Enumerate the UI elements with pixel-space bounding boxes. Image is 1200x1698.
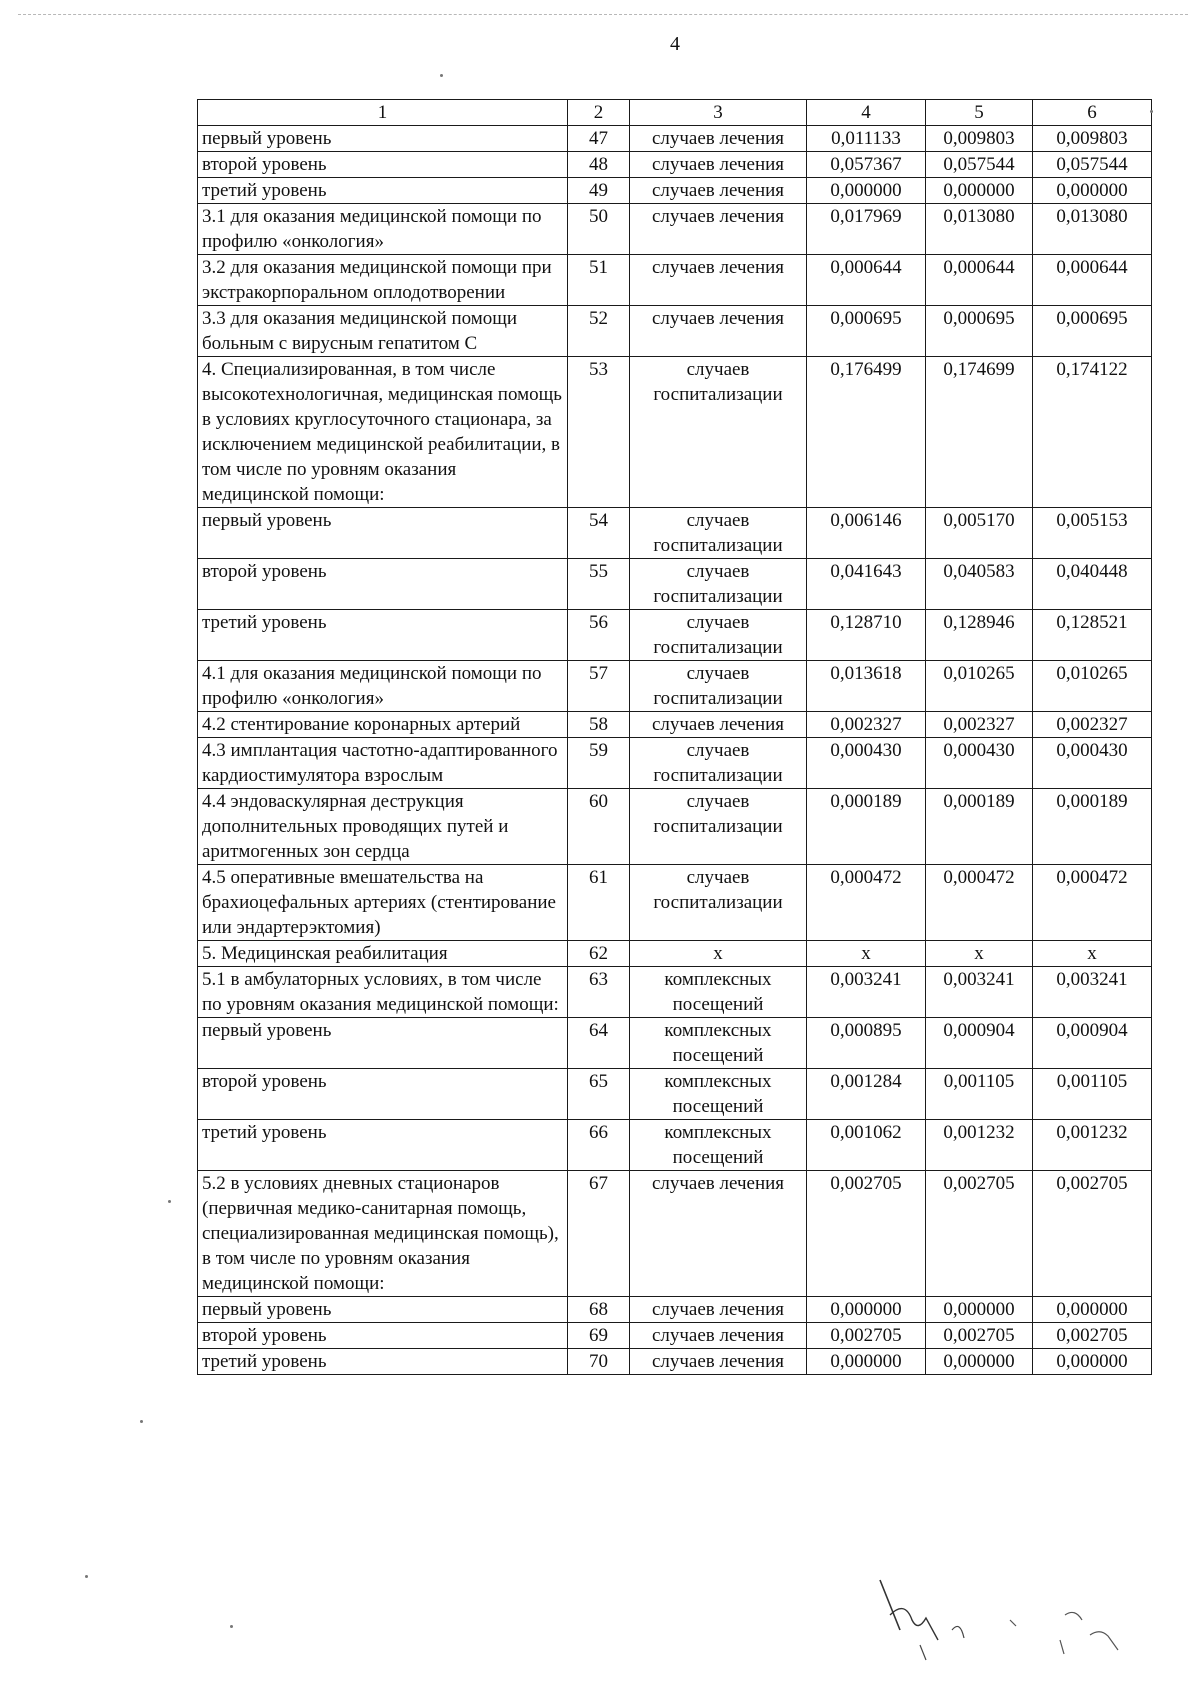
value-col-4-cell: 0,001284 [807,1069,926,1120]
value-col-5-cell: 0,002705 [926,1171,1033,1297]
value-col-4-cell: 0,000695 [807,306,926,357]
value-col-6-cell: 0,000904 [1033,1018,1152,1069]
value-col-6-cell: 0,000430 [1033,738,1152,789]
value-col-6-cell: 0,057544 [1033,152,1152,178]
value-col-6-cell: 0,002327 [1033,712,1152,738]
scan-edge-line [18,14,1188,15]
row-number-cell: 62 [568,941,630,967]
row-name-cell: 5. Медицинская реабилитация [198,941,568,967]
value-col-6-cell: 0,003241 [1033,967,1152,1018]
row-number-cell: 48 [568,152,630,178]
unit-cell: комплексных посещений [630,1069,807,1120]
value-col-4-cell: 0,017969 [807,204,926,255]
unit-cell: случаев госпитализации [630,357,807,508]
row-name-cell: первый уровень [198,508,568,559]
unit-cell: случаев госпитализации [630,661,807,712]
value-col-5-cell: 0,005170 [926,508,1033,559]
value-col-5-cell: 0,000472 [926,865,1033,941]
table-row [198,204,1152,255]
header-col-6: 6 [1033,100,1152,126]
scan-speck [168,1200,171,1203]
value-col-4-cell: 0,000644 [807,255,926,306]
value-col-5-cell: 0,000000 [926,178,1033,204]
unit-cell: случаев лечения [630,152,807,178]
table-row [198,306,1152,357]
header-col-3: 3 [630,100,807,126]
table-row [198,1349,1152,1375]
unit-cell: случаев госпитализации [630,738,807,789]
unit-cell: случаев лечения [630,1171,807,1297]
value-col-4-cell: 0,006146 [807,508,926,559]
unit-cell: случаев лечения [630,712,807,738]
table-row [198,661,1152,712]
header-col-2: 2 [568,100,630,126]
header-col-4: 4 [807,100,926,126]
value-col-5-cell: 0,000000 [926,1349,1033,1375]
table-row [198,1018,1152,1069]
value-col-4-cell: 0,002327 [807,712,926,738]
row-name-cell: 3.1 для оказания медицинской помощи по профилю «онкология» [198,204,568,255]
table-row [198,712,1152,738]
value-col-6-cell: х [1033,941,1152,967]
value-col-4-cell: 0,002705 [807,1323,926,1349]
row-name-cell: 5.1 в амбулаторных условиях, в том числе по уровням оказания медицинской помощи: [198,967,568,1018]
row-number-cell: 55 [568,559,630,610]
unit-cell: комплексных посещений [630,967,807,1018]
row-number-cell: 70 [568,1349,630,1375]
value-col-5-cell: 0,000189 [926,789,1033,865]
value-col-5-cell: 0,057544 [926,152,1033,178]
table-body [198,126,1152,1375]
table-row [198,941,1152,967]
value-col-4-cell: х [807,941,926,967]
unit-cell: случаев госпитализации [630,559,807,610]
value-col-5-cell: 0,001105 [926,1069,1033,1120]
row-number-cell: 50 [568,204,630,255]
value-col-6-cell: 0,000000 [1033,1349,1152,1375]
row-name-cell: 4.2 стентирование коронарных артерий [198,712,568,738]
table-row [198,865,1152,941]
value-col-4-cell: 0,003241 [807,967,926,1018]
row-number-cell: 58 [568,712,630,738]
value-col-5-cell: 0,000644 [926,255,1033,306]
unit-cell: комплексных посещений [630,1120,807,1171]
row-name-cell: 3.2 для оказания медицинской помощи при экстракорпоральном оплодотворении [198,255,568,306]
value-col-5-cell: 0,009803 [926,126,1033,152]
value-col-4-cell: 0,041643 [807,559,926,610]
scan-speck [1150,110,1153,113]
row-number-cell: 52 [568,306,630,357]
row-name-cell: третий уровень [198,610,568,661]
table-row [198,1069,1152,1120]
value-col-5-cell: 0,010265 [926,661,1033,712]
value-col-4-cell: 0,176499 [807,357,926,508]
row-number-cell: 68 [568,1297,630,1323]
row-name-cell: второй уровень [198,1069,568,1120]
table-row [198,255,1152,306]
value-col-5-cell: 0,128946 [926,610,1033,661]
table-row [198,559,1152,610]
table-header [198,100,1152,126]
value-col-6-cell: 0,010265 [1033,661,1152,712]
scan-speck [230,1625,233,1628]
row-name-cell: первый уровень [198,126,568,152]
row-number-cell: 61 [568,865,630,941]
row-name-cell: 5.2 в условиях дневных стационаров (первичная медико-санитарная помощь, специализированная медицинская помощь), в том числе по уровням оказания медицинской помощи: [198,1171,568,1297]
value-col-6-cell: 0,000189 [1033,789,1152,865]
value-col-5-cell: 0,001232 [926,1120,1033,1171]
table-row [198,126,1152,152]
page-number: 4 [670,33,680,55]
row-number-cell: 69 [568,1323,630,1349]
value-col-4-cell: 0,000895 [807,1018,926,1069]
row-name-cell: 4.4 эндоваскулярная деструкция дополнительных проводящих путей и аритмогенных зон сердца [198,789,568,865]
value-col-4-cell: 0,001062 [807,1120,926,1171]
value-col-4-cell: 0,002705 [807,1171,926,1297]
value-col-4-cell: 0,000430 [807,738,926,789]
row-number-cell: 64 [568,1018,630,1069]
row-name-cell: второй уровень [198,152,568,178]
row-name-cell: второй уровень [198,559,568,610]
table-row [198,1171,1152,1297]
header-row [198,100,1152,126]
value-col-6-cell: 0,001105 [1033,1069,1152,1120]
value-col-4-cell: 0,000472 [807,865,926,941]
header-col-1: 1 [198,100,568,126]
unit-cell: случаев лечения [630,1349,807,1375]
value-col-6-cell: 0,174122 [1033,357,1152,508]
value-col-6-cell: 0,013080 [1033,204,1152,255]
unit-cell: х [630,941,807,967]
row-name-cell: 4.3 имплантация частотно-адаптированного кардиостимулятора взрослым [198,738,568,789]
value-col-4-cell: 0,000000 [807,1349,926,1375]
value-col-5-cell: 0,040583 [926,559,1033,610]
table-row [198,1297,1152,1323]
signature-mark [860,1560,1160,1690]
table-row [198,610,1152,661]
value-col-6-cell: 0,040448 [1033,559,1152,610]
row-name-cell: 4.5 оперативные вмешательства на брахиоцефальных артериях (стентирование или эндартерэктомия) [198,865,568,941]
unit-cell: случаев госпитализации [630,508,807,559]
row-number-cell: 60 [568,789,630,865]
unit-cell: случаев лечения [630,306,807,357]
value-col-5-cell: 0,000904 [926,1018,1033,1069]
row-number-cell: 65 [568,1069,630,1120]
unit-cell: случаев госпитализации [630,789,807,865]
unit-cell: случаев лечения [630,255,807,306]
unit-cell: случаев госпитализации [630,865,807,941]
unit-cell: комплексных посещений [630,1018,807,1069]
value-col-5-cell: 0,013080 [926,204,1033,255]
value-col-6-cell: 0,128521 [1033,610,1152,661]
unit-cell: случаев госпитализации [630,610,807,661]
row-name-cell: первый уровень [198,1018,568,1069]
table-row [198,357,1152,508]
value-col-6-cell: 0,000644 [1033,255,1152,306]
unit-cell: случаев лечения [630,1297,807,1323]
indicators-table [197,99,1152,1375]
value-col-4-cell: 0,013618 [807,661,926,712]
row-number-cell: 63 [568,967,630,1018]
value-col-5-cell: 0,000695 [926,306,1033,357]
row-number-cell: 49 [568,178,630,204]
row-name-cell: третий уровень [198,178,568,204]
value-col-5-cell: 0,002327 [926,712,1033,738]
unit-cell: случаев лечения [630,126,807,152]
row-name-cell: 4. Специализированная, в том числе высокотехнологичная, медицинская помощь в условиях круглосуточного стационара, за исключением медицинской реабилитации, в том числе по уровням оказания медицинской помощи: [198,357,568,508]
value-col-5-cell: 0,002705 [926,1323,1033,1349]
value-col-4-cell: 0,000000 [807,1297,926,1323]
row-name-cell: 4.1 для оказания медицинской помощи по профилю «онкология» [198,661,568,712]
unit-cell: случаев лечения [630,1323,807,1349]
value-col-5-cell: 0,000430 [926,738,1033,789]
row-number-cell: 47 [568,126,630,152]
row-name-cell: 3.3 для оказания медицинской помощи больным с вирусным гепатитом С [198,306,568,357]
row-name-cell: третий уровень [198,1349,568,1375]
value-col-6-cell: 0,009803 [1033,126,1152,152]
row-number-cell: 51 [568,255,630,306]
scan-speck [140,1420,143,1423]
row-number-cell: 67 [568,1171,630,1297]
value-col-6-cell: 0,000000 [1033,178,1152,204]
row-number-cell: 56 [568,610,630,661]
value-col-4-cell: 0,011133 [807,126,926,152]
table-row [198,1120,1152,1171]
value-col-4-cell: 0,128710 [807,610,926,661]
value-col-4-cell: 0,000000 [807,178,926,204]
row-number-cell: 57 [568,661,630,712]
row-number-cell: 59 [568,738,630,789]
row-number-cell: 54 [568,508,630,559]
row-name-cell: второй уровень [198,1323,568,1349]
row-name-cell: первый уровень [198,1297,568,1323]
value-col-6-cell: 0,005153 [1033,508,1152,559]
table-row [198,967,1152,1018]
value-col-5-cell: 0,000000 [926,1297,1033,1323]
header-col-5: 5 [926,100,1033,126]
value-col-6-cell: 0,000000 [1033,1297,1152,1323]
unit-cell: случаев лечения [630,178,807,204]
value-col-5-cell: х [926,941,1033,967]
value-col-4-cell: 0,057367 [807,152,926,178]
scan-speck [85,1575,88,1578]
scan-speck [440,74,443,77]
table-row [198,789,1152,865]
value-col-4-cell: 0,000189 [807,789,926,865]
value-col-6-cell: 0,001232 [1033,1120,1152,1171]
unit-cell: случаев лечения [630,204,807,255]
value-col-6-cell: 0,002705 [1033,1171,1152,1297]
value-col-5-cell: 0,003241 [926,967,1033,1018]
value-col-6-cell: 0,002705 [1033,1323,1152,1349]
table-row [198,508,1152,559]
table-row [198,1323,1152,1349]
table-row [198,178,1152,204]
row-number-cell: 66 [568,1120,630,1171]
value-col-6-cell: 0,000695 [1033,306,1152,357]
row-number-cell: 53 [568,357,630,508]
table-row [198,152,1152,178]
value-col-6-cell: 0,000472 [1033,865,1152,941]
table-row [198,738,1152,789]
row-name-cell: третий уровень [198,1120,568,1171]
value-col-5-cell: 0,174699 [926,357,1033,508]
